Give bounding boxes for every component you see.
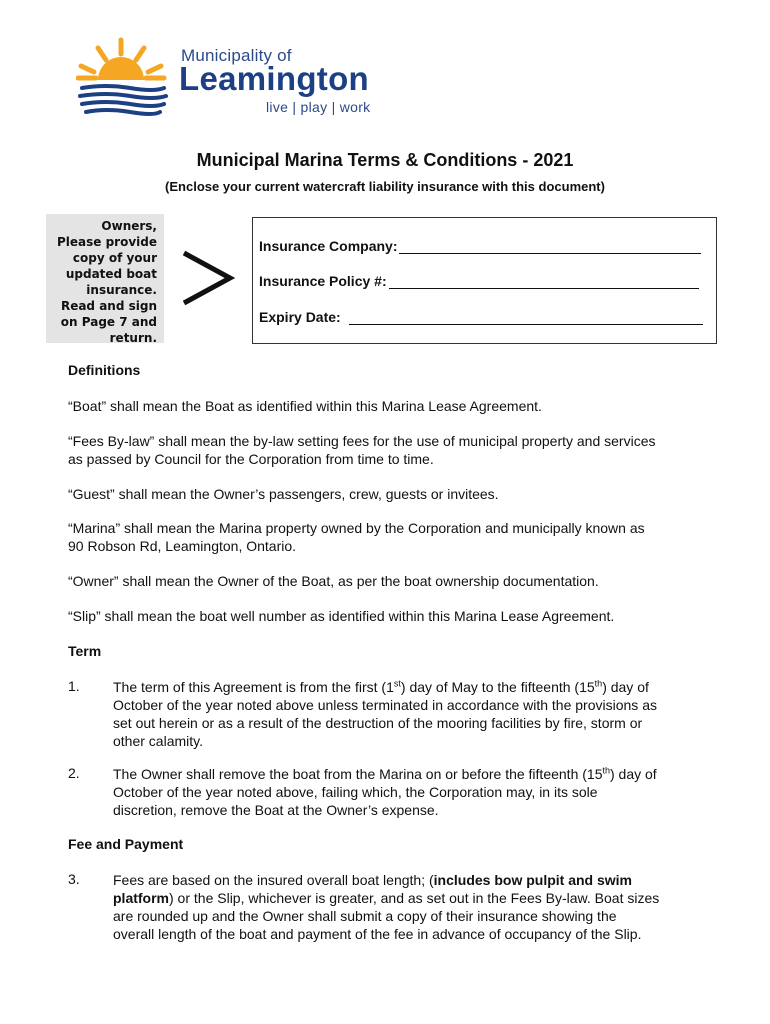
arrow-right-icon xyxy=(178,243,238,313)
item-line: other calamity. xyxy=(113,733,203,749)
definition-line: 90 Robson Rd, Leamington, Ontario. xyxy=(68,538,297,554)
logo-town-name: Leamington xyxy=(179,60,369,97)
definition-boat: “Boat” shall mean the Boat as identified within this Marina Lease Agreement. xyxy=(68,398,542,414)
insurance-policy-field[interactable] xyxy=(389,274,699,289)
insurance-policy-row xyxy=(259,273,699,289)
definition-fees-bylaw xyxy=(68,432,708,468)
definition-line: as passed by Council for the Corporation from time to time. xyxy=(68,451,434,467)
logo-tagline: live | play | work xyxy=(266,99,371,115)
term-item-2 xyxy=(113,765,713,819)
item-line: The term of this Agreement is from the first (1st) day of May to the fifteenth (15th) day of xyxy=(113,678,649,695)
insurance-policy-label: Insurance Policy #: xyxy=(259,273,387,289)
expiry-date-row xyxy=(259,309,703,325)
expiry-date-field[interactable] xyxy=(349,310,703,325)
notice-line: Read and sign xyxy=(60,299,157,313)
item-line: are rounded up and the Owner shall submit a copy of their insurance showing the xyxy=(113,908,617,924)
document-title: Municipal Marina Terms & Conditions - 2021 xyxy=(196,150,574,170)
definition-guest: “Guest” shall mean the Owner’s passengers, crew, guests or invitees. xyxy=(68,486,499,502)
fee-payment-heading: Fee and Payment xyxy=(68,836,184,852)
item-line: set out herein or as a result of the destruction of the mooring facilities by fire, storm or xyxy=(113,715,643,731)
definition-slip: “Slip” shall mean the boat well number as identified within this Marina Lease Agreement. xyxy=(68,608,615,624)
definition-owner: “Owner” shall mean the Owner of the Boat, as per the boat ownership documentation. xyxy=(68,573,599,589)
insurance-company-row xyxy=(259,238,701,254)
item-line: October of the year noted above, failing which, the Corporation may, in its sole xyxy=(113,784,598,800)
item-line: discretion, remove the Boat at the Owner’s expense. xyxy=(113,802,439,818)
logo-municipality-text: Municipality of xyxy=(181,46,292,65)
definition-marina xyxy=(68,519,708,555)
term-item-1 xyxy=(113,678,713,750)
municipality-logo xyxy=(76,36,396,120)
definitions-heading: Definitions xyxy=(68,362,141,378)
notice-line: updated boat xyxy=(65,267,157,281)
insurance-company-label: Insurance Company: xyxy=(259,238,398,254)
item-line: Fees are based on the insured overall boat length; (includes bow pulpit and swim xyxy=(113,872,633,888)
document-subtitle: (Enclose your current watercraft liability insurance with this document) xyxy=(165,179,605,194)
notice-line: copy of your xyxy=(72,251,157,265)
insurance-company-field[interactable] xyxy=(399,239,701,254)
item-number: 3. xyxy=(68,871,80,887)
item-line: The Owner shall remove the boat from the Marina on or before the fifteenth (15th) day of xyxy=(113,765,657,782)
notice-line: insurance. xyxy=(86,283,157,297)
item-number: 2. xyxy=(68,765,80,781)
item-number: 1. xyxy=(68,678,80,694)
notice-line: Please provide xyxy=(56,235,157,249)
sun-over-water-icon xyxy=(76,36,176,120)
definition-line: “Fees By-law” shall mean the by-law setting fees for the use of municipal property and services xyxy=(68,433,656,449)
expiry-date-label: Expiry Date: xyxy=(259,309,341,325)
insurance-info-box xyxy=(252,217,717,344)
item-line: overall length of the boat and payment of the fee in advance of occupancy of the Slip. xyxy=(113,926,642,942)
notice-line: Owners, xyxy=(101,219,157,233)
fee-item-3 xyxy=(113,871,713,943)
notice-line: return. xyxy=(109,331,157,345)
item-line: October of the year noted above unless terminated in accordance with the provisions as xyxy=(113,697,657,713)
notice-line: on Page 7 and xyxy=(60,315,157,329)
definition-line: “Marina” shall mean the Marina property owned by the Corporation and municipally known as xyxy=(68,520,645,536)
item-line: platform) or the Slip, whichever is greater, and as set out in the Fees By-law. Boat sizes xyxy=(113,890,660,906)
term-heading: Term xyxy=(68,643,102,659)
owner-notice-box xyxy=(46,214,164,343)
